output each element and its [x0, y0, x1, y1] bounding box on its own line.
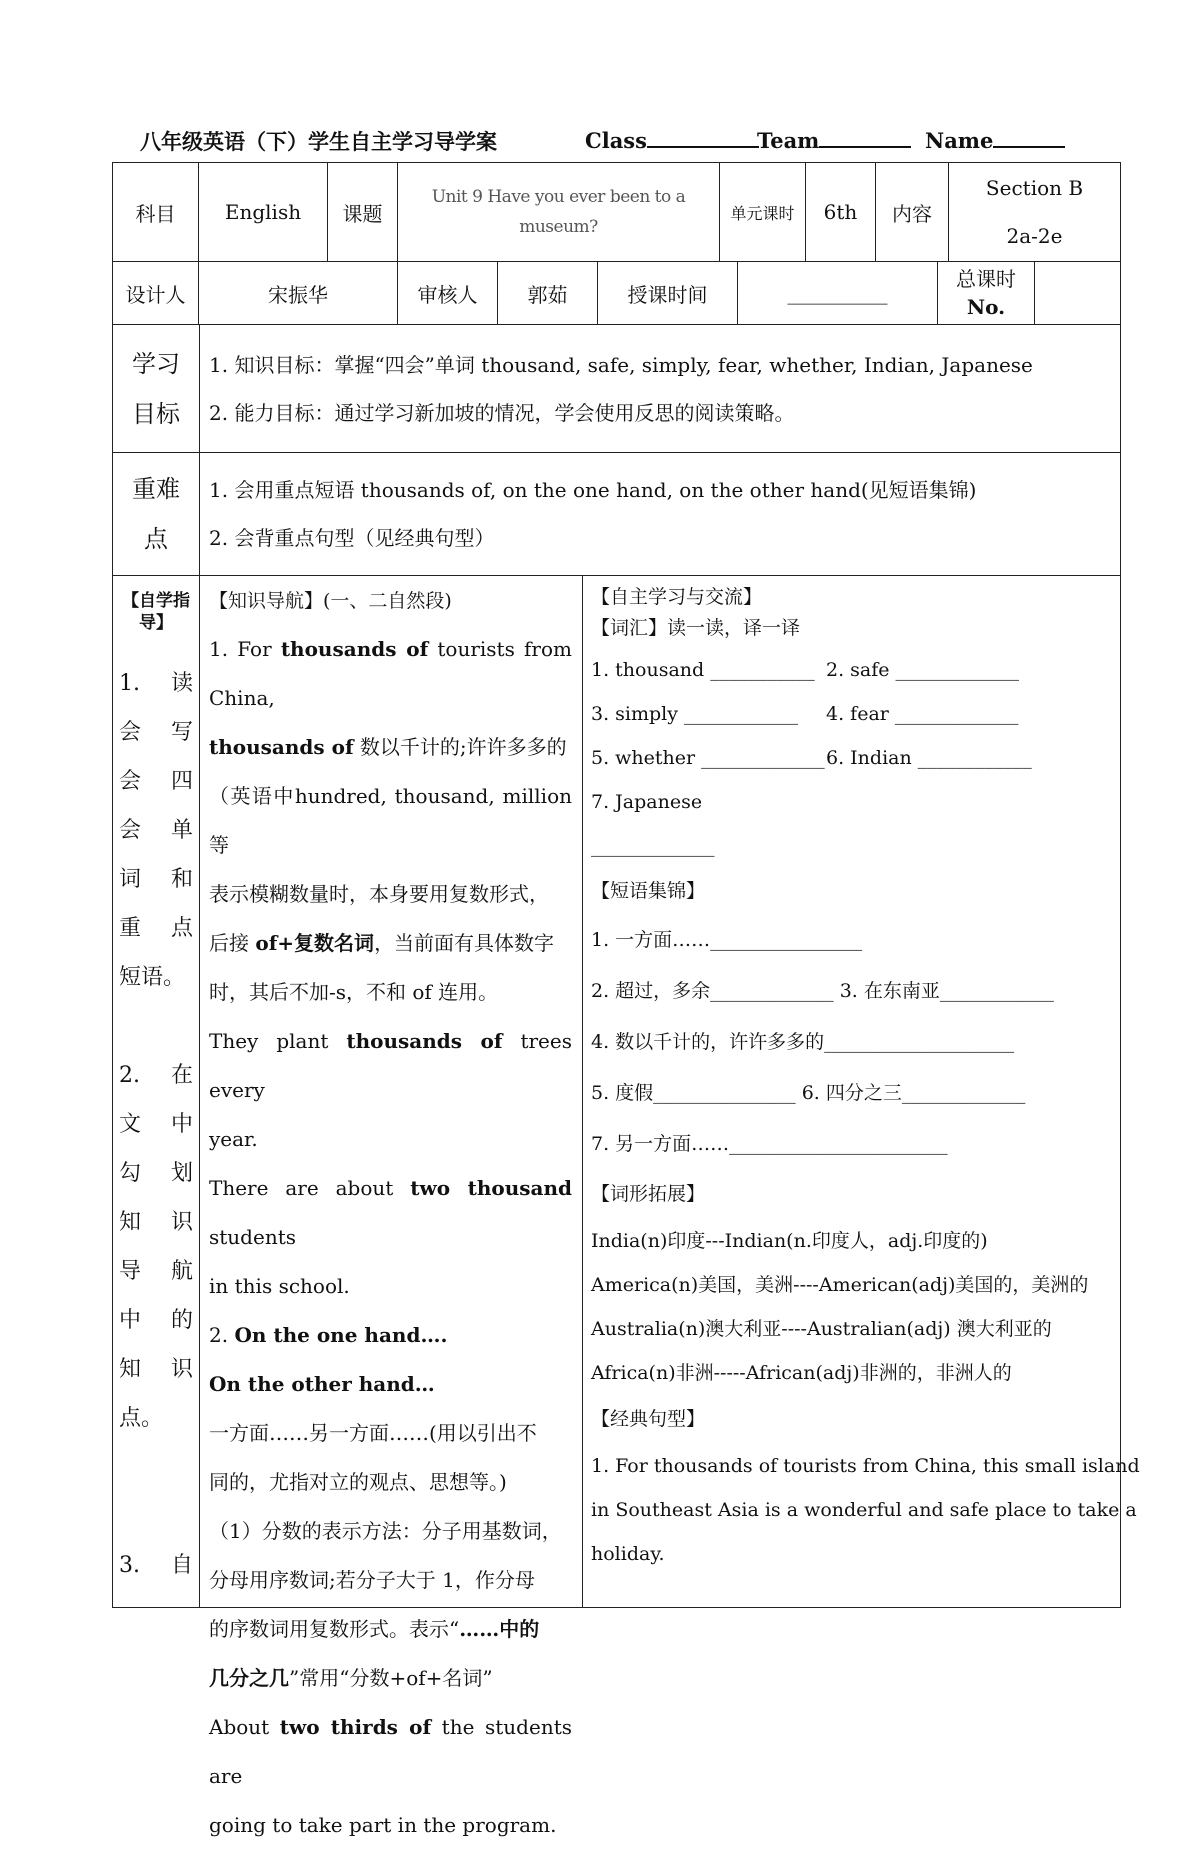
document-heading — [140, 126, 994, 156]
phrase-list — [591, 915, 1112, 1170]
knowledge-line: （英语中hundred, thousand, million 等 — [209, 784, 572, 857]
knowledge-line: in this school. — [209, 1274, 350, 1298]
guide-step-row — [119, 1443, 193, 1492]
guide-step-char: 点。 — [119, 1406, 164, 1431]
guide-step-char: 读 — [170, 671, 193, 696]
goal-item-2: 2. 能力目标：通过学习新加坡的情况，学会使用反思的阅读策略。 — [209, 401, 795, 425]
phrase-item: 1. 一方面……________________ — [591, 929, 863, 951]
guide-step-row — [119, 1100, 193, 1149]
guide-step-char: 导 — [119, 1259, 142, 1284]
wordform-list — [591, 1219, 1112, 1395]
guide-column — [113, 576, 200, 1607]
knowledge-line: 分母用序数词;若分子大于 1，作分母 — [209, 1568, 535, 1592]
reviewer-label: 审核人 — [398, 262, 498, 324]
designer-value: 宋振华 — [199, 262, 398, 324]
self-study-header: 【自主学习与交流】 — [591, 586, 763, 608]
knowledge-line: 几分之几”常用“分数+of+名词” — [209, 1666, 493, 1690]
phrase-item: 7. 另一方面……_______________________ — [591, 1133, 948, 1155]
vocab-item: 6. Indian ____________ — [826, 747, 1032, 769]
key-points-label: 重难 点 — [113, 453, 200, 575]
knowledge-line: 表示模糊数量时，本身要用复数形式， — [209, 882, 549, 906]
guide-step-char: 单 — [170, 818, 193, 843]
vocab-item: 1. thousand ___________ — [591, 659, 815, 681]
wordform-item: Africa(n)非洲-----African(adj)非洲的，非洲人的 — [591, 1362, 1012, 1384]
key-point-item-2: 2. 会背重点句型（见经典句型） — [209, 526, 495, 550]
guide-step-char: 勾 — [119, 1161, 142, 1186]
guide-step-row — [119, 1149, 193, 1198]
unit-hours-value: 6th — [806, 163, 876, 261]
guide-step-char: 和 — [170, 867, 193, 892]
knowledge-line: year. — [209, 1127, 258, 1151]
guide-step-char: 点 — [170, 916, 193, 941]
wordform-item: America(n)美国，美洲----American(adj)美国的，美洲的 — [591, 1274, 1089, 1296]
guide-step-char: 重 — [119, 916, 142, 941]
guide-step-row — [119, 1198, 193, 1247]
goals-label: 学习 目标 — [113, 325, 200, 452]
guide-step-char: 会 — [119, 818, 142, 843]
knowledge-line: 2. On the one hand…. — [209, 1323, 448, 1347]
guide-steps — [113, 659, 199, 1590]
topic-label: 课题 — [328, 163, 398, 261]
topic-value: Unit 9 Have you ever been to a museum? — [398, 163, 720, 261]
guide-step-char: 识 — [170, 1357, 193, 1382]
guide-step-row — [119, 1541, 193, 1590]
guide-step-char: 识 — [170, 1210, 193, 1235]
designer-label: 设计人 — [113, 262, 199, 324]
sentence-line: in Southeast Asia is a wonderful and safe place to take a — [591, 1499, 1137, 1521]
guide-step-row — [119, 953, 193, 1002]
guide-step-row — [119, 708, 193, 757]
name-field: Name — [925, 126, 1065, 153]
vocab-item: 5. whether _____________ — [591, 747, 825, 769]
knowledge-header: 【知识导航】(一、二自然段) — [209, 590, 452, 612]
self-study-column — [583, 576, 1140, 1607]
knowledge-line: 的序数词用复数形式。表示“……中的 — [209, 1617, 540, 1641]
teach-time-label: 授课时间 — [598, 262, 738, 324]
knowledge-line: On the other hand… — [209, 1372, 435, 1396]
guide-step-char: 1. — [119, 671, 140, 696]
guide-step-row — [119, 1002, 193, 1051]
class-field: Class — [585, 126, 759, 153]
phrase-item: 4. 数以千计的，许许多多的____________________ — [591, 1031, 1015, 1053]
guide-step-char: 自 — [170, 1553, 193, 1578]
knowledge-line: 一方面……另一方面……(用以引出不 — [209, 1421, 537, 1445]
guide-step-row — [119, 659, 193, 708]
guide-step-char: 四 — [170, 769, 193, 794]
guide-step-char: 航 — [170, 1259, 193, 1284]
sentence-line: 1. For thousands of tourists from China, this small island — [591, 1455, 1140, 1477]
guide-step-char: 2. — [119, 1063, 140, 1088]
info-row-2 — [112, 261, 1121, 325]
guide-step-row — [119, 1247, 193, 1296]
guide-step-char: 会 — [119, 720, 142, 745]
knowledge-line: They plant thousands of trees every — [209, 1029, 572, 1102]
goals-row — [112, 324, 1121, 453]
guide-step-row — [119, 855, 193, 904]
document-title: 八年级英语（下）学生自主学习导学案 — [140, 129, 497, 154]
teach-time-value: __________ — [738, 262, 938, 324]
sentence-header: 【经典句型】 — [591, 1408, 706, 1430]
guide-step-char: 知 — [119, 1210, 142, 1235]
key-point-item-1: 1. 会用重点短语 thousands of, on the one hand, on the other hand(见短语集锦) — [209, 478, 977, 502]
vocab-row — [591, 780, 1112, 868]
knowledge-line: There are about two thousand students — [209, 1176, 573, 1249]
guide-step-row — [119, 1394, 193, 1443]
guide-step-row — [119, 757, 193, 806]
vocab-item: 3. simply ____________ — [591, 703, 799, 725]
guide-step-char: 的 — [170, 1308, 193, 1333]
goal-item-1: 1. 知识目标：掌握“四会”单词 thousand, safe, simply, fear, whether, Indian, Japanese — [209, 353, 1033, 377]
guide-step-row — [119, 1345, 193, 1394]
subject-value: English — [199, 163, 328, 261]
vocab-header: 【词汇】读一读，译一译 — [591, 617, 801, 639]
knowledge-line: 时，其后不加-s，不和 of 连用。 — [209, 980, 499, 1004]
sentence-line: holiday. — [591, 1543, 665, 1565]
unit-hours-label: 单元课时 — [720, 163, 806, 261]
guide-step-row — [119, 1296, 193, 1345]
guide-header: 【自学指导】 — [122, 591, 190, 633]
guide-step-row — [119, 904, 193, 953]
wordform-header: 【词形拓展】 — [591, 1183, 706, 1205]
wordform-item: Australia(n)澳大利亚----Australian(adj) 澳大利亚的 — [591, 1318, 1052, 1340]
content-value: Section B 2a-2e — [985, 176, 1084, 248]
vocab-row — [591, 736, 1112, 780]
vocab-item: 7. Japanese _____________ — [591, 791, 715, 857]
total-hours-value — [1035, 262, 1120, 324]
team-field: Team — [757, 126, 911, 153]
main-section — [112, 575, 1140, 1837]
knowledge-column — [199, 576, 583, 1837]
phrase-header: 【短语集锦】 — [591, 880, 706, 902]
phrase-item: 5. 度假_______________ 6. 四分之三_____________ — [591, 1082, 1026, 1104]
phrase-item: 2. 超过，多余_____________ 3. 在东南亚____________ — [591, 980, 1054, 1002]
content-label: 内容 — [876, 163, 949, 261]
guide-step-char: 在 — [170, 1063, 193, 1088]
knowledge-line: 同的，尤指对立的观点、思想等。) — [209, 1470, 507, 1494]
guide-step-char: 3. — [119, 1553, 140, 1578]
guide-step-row — [119, 806, 193, 855]
guide-step-char: 短语。 — [119, 965, 186, 990]
key-points-row — [112, 452, 1121, 576]
reviewer-value: 郭茹 — [498, 262, 598, 324]
sentence-list — [591, 1444, 1140, 1576]
knowledge-line: going to take part in the program. — [209, 1813, 557, 1837]
info-row-1 — [112, 162, 1121, 262]
knowledge-line: About two thirds of the students are — [209, 1715, 572, 1788]
guide-step-row — [119, 1051, 193, 1100]
guide-step-char: 写 — [170, 720, 193, 745]
vocab-item: 4. fear _____________ — [826, 703, 1019, 725]
wordform-item: India(n)印度---Indian(n.印度人，adj.印度的) — [591, 1230, 988, 1252]
vocab-item: 2. safe _____________ — [826, 659, 1020, 681]
knowledge-line: thousands of 数以千计的;许许多多的 — [209, 735, 567, 759]
vocab-list — [591, 648, 1112, 868]
guide-step-row — [119, 1492, 193, 1541]
knowledge-line: 1. For thousands of tourists from China, — [209, 637, 572, 710]
guide-step-char: 会 — [119, 769, 142, 794]
guide-step-char: 中 — [170, 1112, 193, 1137]
guide-step-char: 文 — [119, 1112, 142, 1137]
guide-step-char: 中 — [119, 1308, 142, 1333]
guide-step-char: 知 — [119, 1357, 142, 1382]
vocab-row — [591, 648, 1112, 692]
vocab-row — [591, 692, 1112, 736]
guide-step-char: 划 — [170, 1161, 193, 1186]
total-hours: 总课时 No. — [938, 262, 1035, 324]
knowledge-line: （1）分数的表示方法：分子用基数词， — [209, 1519, 562, 1543]
knowledge-body — [209, 625, 572, 1850]
guide-step-char: 词 — [119, 867, 142, 892]
subject-label: 科目 — [113, 163, 199, 261]
knowledge-line: 后接 of+复数名词，当前面有具体数字 — [209, 931, 555, 955]
